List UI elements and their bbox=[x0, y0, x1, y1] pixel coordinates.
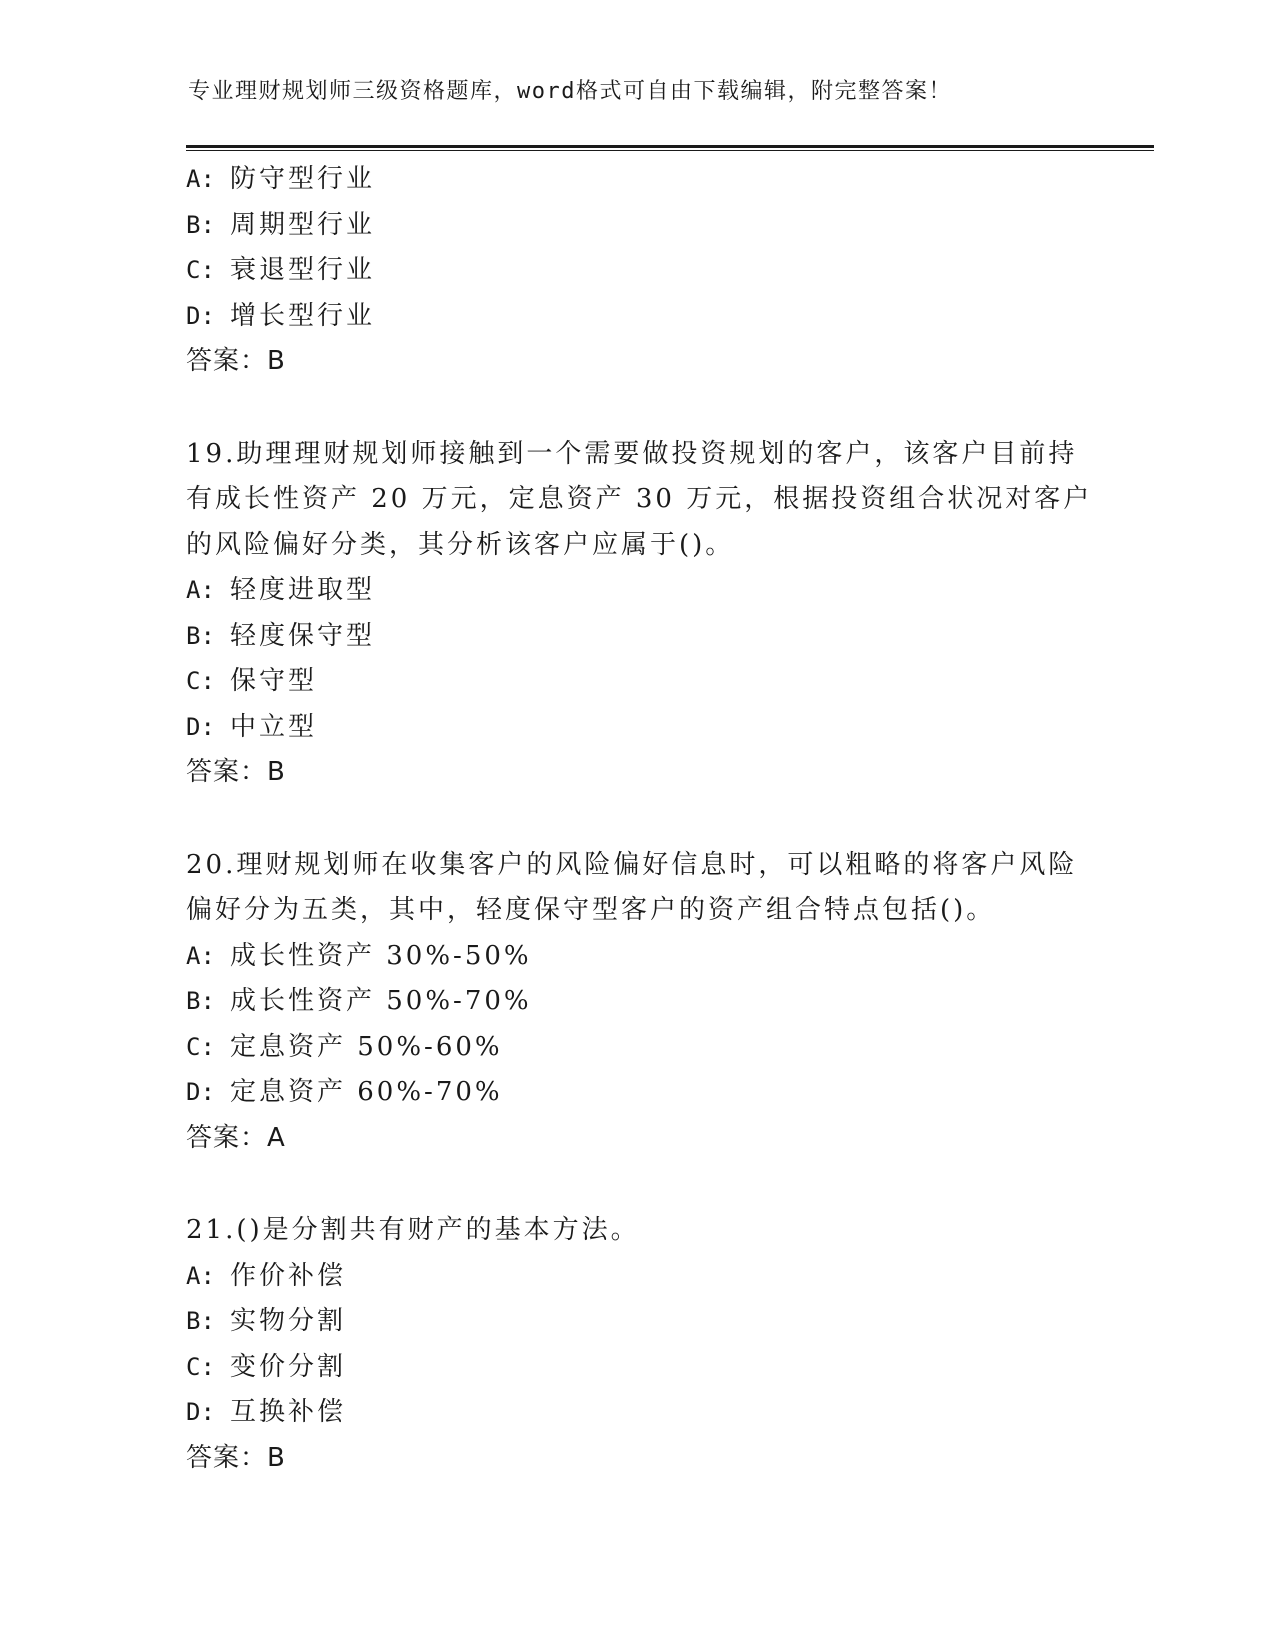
option-c bbox=[186, 1025, 1086, 1071]
option-letter: A: bbox=[186, 165, 215, 193]
option-d bbox=[186, 1070, 1086, 1116]
option-a bbox=[186, 568, 1086, 614]
question-text-line: 偏好分为五类，其中，轻度保守型客户的资产组合特点包括()。 bbox=[186, 895, 996, 925]
option-letter: C: bbox=[186, 1032, 215, 1061]
spacer bbox=[186, 1161, 1086, 1208]
option-text: 周期型行业 bbox=[230, 209, 376, 240]
option-text: 作价补偿 bbox=[230, 1260, 347, 1291]
option-b bbox=[186, 203, 1086, 249]
question-text-line: 有成长性资产 20 万元，定息资产 30 万元，根据投资组合状况对客户 bbox=[186, 484, 1093, 514]
option-letter: A: bbox=[186, 1261, 215, 1290]
answer-line: 答案：B bbox=[186, 1442, 286, 1473]
spacer bbox=[186, 385, 1086, 432]
option-b bbox=[186, 1299, 1086, 1345]
option-text: 轻度保守型 bbox=[230, 620, 376, 651]
page-header: 专业理财规划师三级资格题库，word格式可自由下载编辑，附完整答案！ bbox=[188, 79, 952, 104]
option-d bbox=[186, 1390, 1086, 1436]
option-letter: A: bbox=[186, 941, 215, 970]
option-letter: D: bbox=[186, 712, 215, 741]
option-text: 定息资产 60%-70% bbox=[230, 1077, 503, 1107]
question-text-line: 19.助理理财规划师接触到一个需要做投资规划的客户，该客户目前持 bbox=[186, 438, 1078, 469]
option-letter: B: bbox=[186, 210, 215, 239]
option-c bbox=[186, 1345, 1086, 1391]
option-letter: C: bbox=[186, 1352, 215, 1381]
header-rule-thin bbox=[186, 150, 1154, 151]
header-rule-thick bbox=[186, 145, 1154, 148]
question-text-line: 21.()是分割共有财产的基本方法。 bbox=[186, 1215, 640, 1245]
option-text: 实物分割 bbox=[230, 1306, 347, 1336]
question-text-line: 20.理财规划师在收集客户的风险偏好信息时，可以粗略的将客户风险 bbox=[186, 849, 1078, 880]
document-body bbox=[186, 157, 1093, 1481]
option-text: 衰退型行业 bbox=[230, 255, 376, 285]
option-b bbox=[186, 979, 1086, 1025]
option-letter: B: bbox=[186, 987, 215, 1015]
option-letter: A: bbox=[186, 576, 215, 604]
option-text: 轻度进取型 bbox=[230, 575, 376, 605]
option-letter: B: bbox=[186, 621, 215, 650]
option-b bbox=[186, 614, 1086, 660]
option-d bbox=[186, 294, 1086, 340]
answer-line: 答案：B bbox=[186, 757, 286, 787]
option-a bbox=[186, 934, 1086, 980]
option-text: 定息资产 50%-60% bbox=[230, 1031, 503, 1062]
spacer bbox=[186, 796, 1086, 843]
option-text: 互换补偿 bbox=[230, 1397, 347, 1427]
option-text: 中立型 bbox=[230, 711, 318, 742]
answer-line: 答案：A bbox=[186, 1122, 286, 1153]
answer-line: 答案：B bbox=[186, 346, 286, 376]
option-letter: B: bbox=[186, 1307, 215, 1335]
option-a bbox=[186, 157, 1086, 203]
option-letter: D: bbox=[186, 1398, 215, 1426]
question-21 bbox=[186, 1208, 1086, 1481]
question-18 bbox=[186, 157, 1086, 385]
option-text: 成长性资产 30%-50% bbox=[230, 940, 532, 971]
option-text: 变价分割 bbox=[230, 1351, 347, 1382]
option-c bbox=[186, 659, 1086, 705]
option-letter: D: bbox=[186, 301, 215, 330]
option-text: 增长型行业 bbox=[230, 300, 376, 331]
option-text: 防守型行业 bbox=[230, 164, 376, 194]
option-letter: C: bbox=[186, 256, 215, 284]
option-c bbox=[186, 248, 1086, 294]
option-letter: C: bbox=[186, 667, 215, 695]
option-text: 保守型 bbox=[230, 666, 318, 696]
option-text: 成长性资产 50%-70% bbox=[230, 986, 532, 1016]
option-a bbox=[186, 1254, 1086, 1300]
question-19 bbox=[186, 432, 1093, 796]
option-letter: D: bbox=[186, 1078, 215, 1106]
question-text-line: 的风险偏好分类，其分析该客户应属于()。 bbox=[186, 529, 735, 560]
option-d bbox=[186, 705, 1086, 751]
question-20 bbox=[186, 843, 1086, 1162]
